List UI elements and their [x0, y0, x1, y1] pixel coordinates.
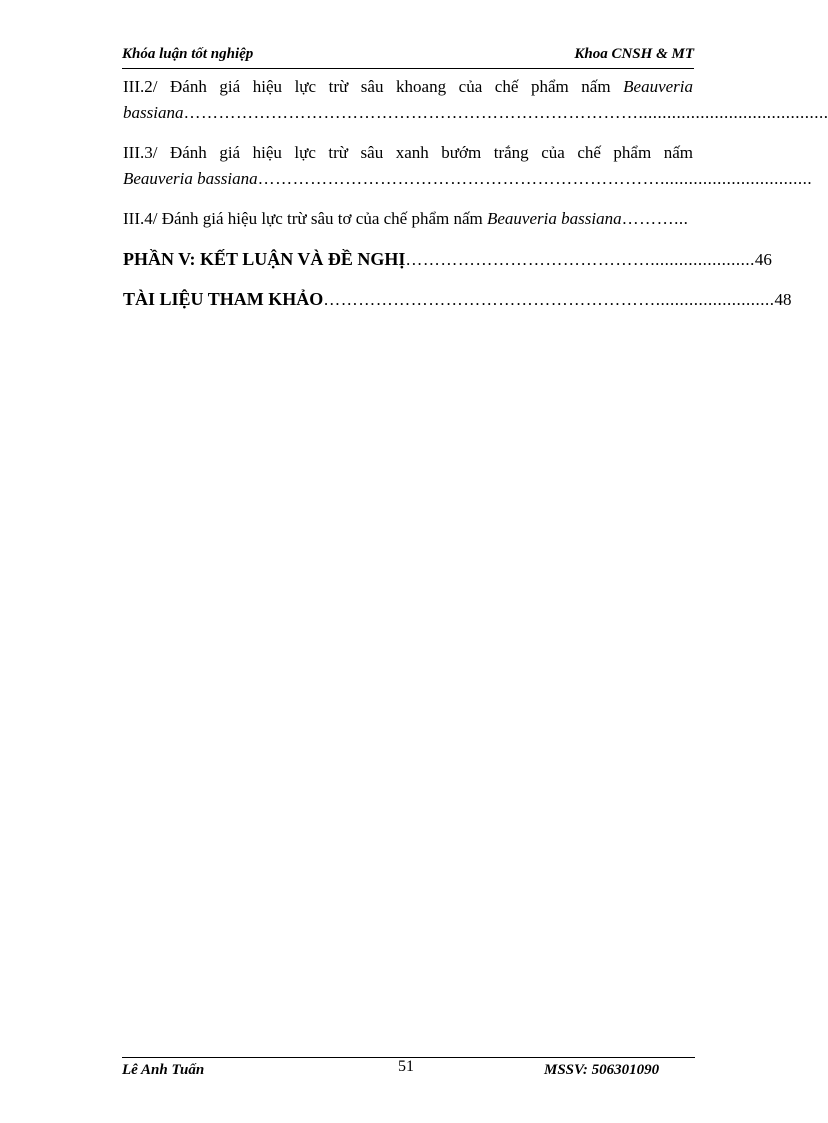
footer-author: Lê Anh Tuấn	[122, 1062, 205, 1078]
toc-entry-line	[123, 140, 693, 166]
toc-entry-iii-2[interactable]	[123, 74, 828, 126]
table-of-contents	[123, 74, 828, 312]
toc-leader-dots: ……………………………………………………………................................	[257, 169, 813, 188]
toc-entry-species: Beauveria bassiana	[123, 169, 258, 188]
toc-leader-dots: ……………………………………......................	[405, 250, 755, 269]
page-header	[122, 44, 694, 69]
toc-entry-text: III.4/ Đánh giá hiệu lực trừ sâu tơ của chế phẩm nấm	[123, 209, 483, 228]
toc-entry-heading: TÀI LIỆU THAM KHẢO	[123, 289, 324, 309]
toc-page-number: 46	[754, 250, 772, 269]
toc-entry-line	[123, 100, 828, 126]
header-thesis-title: Khóa luận tốt nghiệp	[122, 46, 254, 62]
toc-entry-line	[123, 206, 744, 232]
toc-entry-iii-4[interactable]	[123, 206, 744, 232]
footer-page-number: 51	[398, 1058, 414, 1075]
toc-entry-iii-3[interactable]	[123, 140, 813, 192]
header-faculty: Khoa CNSH & MT	[574, 46, 694, 62]
toc-entry-text: III.2/ Đánh giá hiệu lực trừ sâu khoang của chế phẩm nấm	[123, 77, 611, 96]
toc-entry-heading: PHẦN V: KẾT LUẬN VÀ ĐỀ NGHỊ	[123, 249, 406, 269]
toc-leader-dots: ………...	[621, 209, 689, 228]
toc-page-number: 48	[774, 290, 792, 309]
toc-entry-species: Beauveria bassiana	[487, 209, 622, 228]
toc-leader-dots: ……………………………………………………………………........................................	[183, 103, 828, 122]
toc-entry-species: Beauveria	[623, 77, 694, 96]
toc-entry-text: III.3/ Đánh giá hiệu lực trừ sâu xanh bướm trắng của chế phẩm nấm	[123, 143, 693, 162]
toc-entry-line	[123, 74, 693, 100]
toc-entry-line	[123, 166, 813, 192]
footer-student-id: MSSV: 506301090	[544, 1062, 660, 1078]
toc-entry-line	[123, 286, 792, 312]
toc-leader-dots: ………………………………………………….........................	[323, 290, 775, 309]
toc-entry-line	[123, 246, 772, 272]
toc-entry-references[interactable]	[123, 286, 792, 312]
toc-entry-part-v[interactable]	[123, 246, 772, 272]
toc-entry-species: bassiana	[123, 103, 184, 122]
